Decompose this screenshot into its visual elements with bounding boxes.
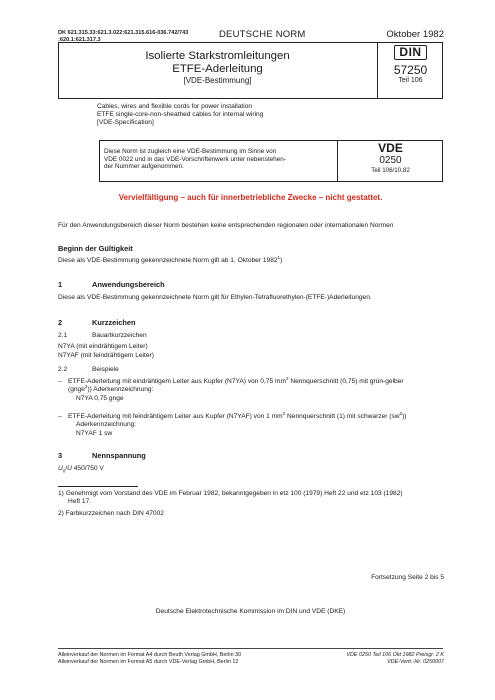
reproduction-warning: Vervielfältigung – auch für innerbetriebliche Zwecke – nicht gestattet. — [118, 193, 383, 202]
publication-date: Oktober 1982 — [386, 29, 444, 40]
example-1-dash: – — [58, 378, 62, 385]
vde-number-block — [337, 140, 443, 182]
example-2-text-a: ETFE-Aderleitung mit feindrähtigem Leiter aus Kupfer (N7YAF) von 1 mm — [68, 413, 283, 420]
section-2-title: Kurzzeichen — [92, 318, 136, 327]
vde-text-line-1: Diese Norm ist zugleich eine VDE-Bestimmung im Sinne von — [104, 148, 277, 155]
subsection-2-1-number: 2.1 — [58, 332, 68, 339]
continuation-note: Fortsetzung Seite 2 bis 5 — [371, 574, 444, 581]
example-1-text-a: ETFE-Aderleitung mit eindrähtigem Leiter aus Kupfer (N7YA) von 0,75 mm — [68, 378, 286, 385]
english-title-line-1: Cables, wires and flexible cords for power installation — [97, 103, 253, 110]
section-3-heading — [58, 451, 438, 460]
section-1-heading — [58, 280, 438, 289]
dk-line-1: DK 621.315.33:621.3.022:621.315.616-036.742/743 — [58, 30, 189, 36]
din-logo: DIN — [394, 45, 426, 60]
footnote-1 — [58, 490, 453, 507]
vde-text-line-2: VDE 0022 und in das VDE-Vorschriftenwerk unter nebenstehen- — [104, 155, 286, 163]
example-1 — [58, 375, 448, 403]
footnote-divider — [58, 486, 138, 487]
footer-right-line-1: VDE 0250 Teil 106 Okt 1982 Preisgr. 2 K — [346, 652, 444, 658]
rated-voltage-value: 450/750 V — [71, 465, 104, 472]
validity-heading: Beginn der Gültigkeit — [58, 244, 133, 253]
section-2-number: 2 — [58, 318, 63, 327]
vde-number: 0250 — [379, 155, 402, 166]
title-block — [58, 42, 378, 99]
code-2: N7YAF (mit feindrähtigem Leiter) — [58, 352, 154, 359]
validity-footnote-ref: 1 — [277, 254, 281, 260]
vde-box-text — [104, 148, 334, 171]
example-2-text-b: Nennquerschnitt (1) mit schwarzer (sw — [285, 413, 400, 420]
example-1-footnote-ref: 2 — [84, 384, 88, 390]
rated-voltage — [58, 465, 104, 473]
validity-text — [58, 254, 448, 265]
code-1: N7YA (mit eindrähtigem Leiter) — [58, 343, 148, 350]
english-title-line-3: [VDE-Specification] — [97, 119, 154, 127]
footer-left-line-2: Alleinverkauf der Normen im Format A5 durch VDE-Verlag GmbH, Berlin 12 — [58, 659, 239, 665]
title-line-3: [VDE-Bestimmung] — [183, 76, 252, 85]
scope-note: Für den Anwendungsbereich dieser Norm bestehen keine entsprechenden regionalen oder internationalen Normen — [58, 222, 394, 229]
section-3-title: Nennspannung — [92, 451, 146, 460]
rated-voltage-u: U — [67, 465, 72, 472]
footnote-2: 2) Farbkurzzeichen nach DIN 47002 — [58, 510, 164, 517]
footer-left-line-1: Alleinverkauf der Normen im Format A4 durch Beuth Verlag GmbH, Berlin 30 — [58, 652, 242, 658]
subsection-2-2-title: Beispiele — [92, 366, 119, 373]
section-3-number: 3 — [58, 451, 63, 460]
title-line-2: ETFE-Aderleitung — [172, 63, 263, 75]
subsection-2-2-number: 2.2 — [58, 366, 68, 373]
rated-voltage-sep: / — [65, 465, 68, 472]
example-1-text-d: )) Aderkennzeichnung: — [87, 386, 154, 394]
footnote-1-line-1: 1) Genehmigt vom Vorstand des VDE im Februar 1982, bekanntgegeben in etz 100 (1979) Heft 22 und etz 103 (1982) — [58, 490, 403, 497]
validity-text-main: Diese als VDE-Bestimmung gekennzeichnete Norm gilt ab 1. Oktober 1982 — [58, 257, 278, 264]
din-number: 57250 — [393, 63, 428, 77]
section-1-title: Anwendungsbereich — [92, 280, 165, 289]
example-1-code: N7YA 0,75 gnge — [76, 394, 124, 402]
example-1-text-c: (gnge — [68, 386, 85, 394]
english-title — [97, 103, 263, 128]
example-2-dash: – — [58, 413, 62, 420]
vde-part: Teil 106/10.82 — [371, 167, 410, 174]
example-1-sup: 2 — [285, 375, 289, 381]
subsection-2-1-title: Bauartkurzzeichen — [92, 332, 147, 339]
example-1-text-b: Nennquerschnitt (0,75) mit grün-gelber — [288, 378, 404, 385]
footnote-1-line-2: Heft 17. — [68, 498, 92, 506]
rated-voltage-u0-sub: 0 — [62, 468, 66, 474]
english-title-line-2: ETFE single-core-non-sheathed cables for internal wiring — [97, 111, 264, 119]
title-line-1: Isolierte Starkstromleitungen — [145, 50, 290, 62]
footer-left — [58, 652, 241, 666]
example-2-code: N7YAF 1 sw — [76, 429, 113, 437]
footer-right-line-2: VDE-Vertr.-Nr. 0250007 — [387, 659, 444, 665]
din-part: Teil 106 — [398, 77, 423, 84]
example-2-text-d: Aderkennzeichnung: — [76, 421, 137, 429]
example-2-footnote-ref: 2 — [399, 410, 403, 416]
subsection-2-1 — [58, 332, 438, 340]
committee: Deutsche Elektrotechnische Kommission im DIN und VDE (DKE) — [155, 608, 346, 615]
footer-right — [346, 652, 444, 666]
standard-type: DEUTSCHE NORM — [219, 29, 306, 40]
validity-close: ) — [280, 257, 283, 264]
section-1-text: Diese als VDE-Bestimmung gekennzeichnete Norm gilt für Ethylen-Tetrafluorethylen-(ETFE-)Aderleitungen. — [58, 294, 372, 301]
rated-voltage-u0: U — [58, 465, 63, 472]
vde-text-line-3: der Nummer aufgenommen. — [104, 163, 184, 171]
example-2-text-c: )) — [402, 413, 407, 420]
dk-line-2: :620.1:621.317.3 — [58, 37, 101, 43]
example-2 — [58, 410, 448, 438]
section-2-heading — [58, 318, 438, 327]
example-2-sup: 2 — [282, 410, 286, 416]
subsection-2-2 — [58, 366, 438, 374]
section-1-number: 1 — [58, 280, 63, 289]
vde-logo: VDE — [378, 141, 403, 155]
footer-divider — [58, 648, 443, 649]
din-number-block — [378, 42, 443, 99]
